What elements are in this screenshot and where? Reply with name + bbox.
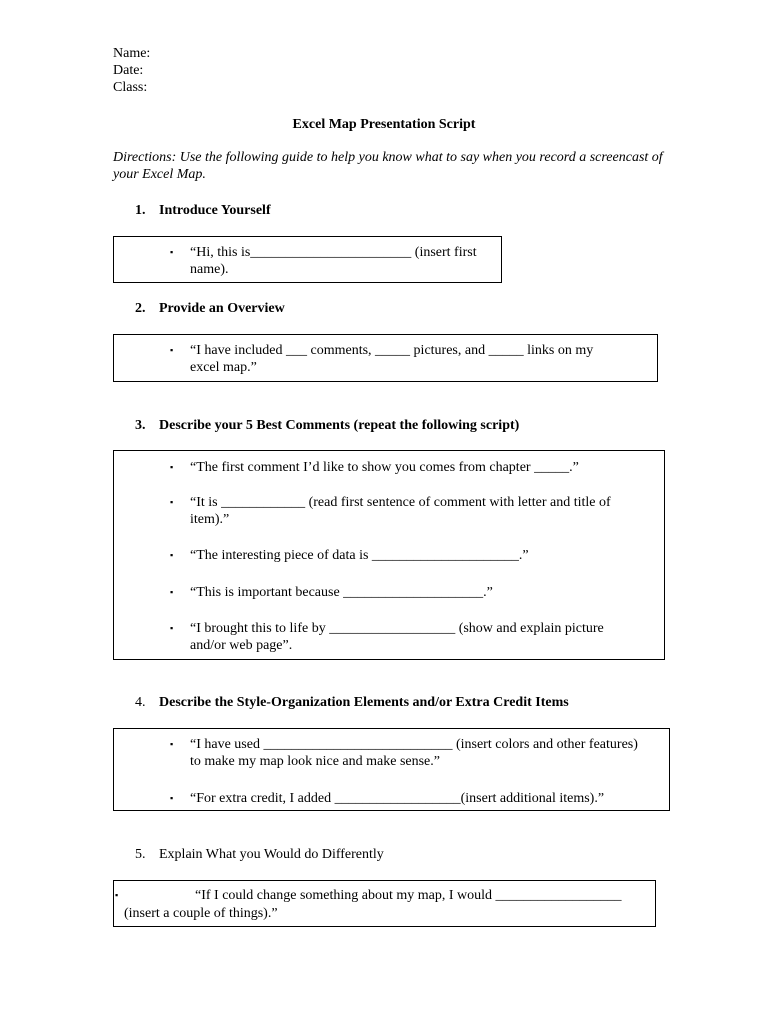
script-line-2: name). <box>190 262 229 277</box>
script-line-2: and/or web page”. <box>190 638 293 653</box>
section-2-script-box <box>113 334 658 382</box>
script-line: “For extra credit, I added __________________(insert additional items).” <box>190 791 605 806</box>
script-line: “The first comment I’d like to show you comes from chapter _____.” <box>190 460 579 475</box>
script-line <box>190 342 650 376</box>
script-line-1: “I brought this to life by __________________ (show and explain picture <box>190 621 604 636</box>
script-line-2: excel map.” <box>190 360 257 375</box>
section-3-heading <box>135 417 519 434</box>
script-line <box>190 494 660 528</box>
section-number: 5. <box>135 847 146 862</box>
bullet-icon: ▪ <box>170 739 174 749</box>
section-number: 2. <box>135 301 146 316</box>
section-title: Introduce Yourself <box>159 203 271 218</box>
section-4-heading <box>135 694 569 711</box>
bullet-icon: ▪ <box>170 623 174 633</box>
section-1-script-box <box>113 236 502 283</box>
page-title: Excel Map Presentation Script <box>292 117 476 132</box>
section-title: Describe your 5 Best Comments (repeat the following script) <box>159 418 520 433</box>
script-line: “The interesting piece of data is _____________________.” <box>190 548 529 563</box>
script-line-1: “Hi, this is_______________________ (insert first <box>190 245 477 260</box>
class-label: Class: <box>113 80 148 95</box>
script-line-2: item).” <box>190 512 230 527</box>
script-line-2: (insert a couple of things).” <box>124 906 278 921</box>
section-title: Provide an Overview <box>159 301 285 316</box>
script-line: “This is important because ____________________.” <box>190 585 493 600</box>
section-3-script-box <box>113 450 665 660</box>
script-line-2: to make my map look nice and make sense.” <box>190 754 440 769</box>
section-number: 4. <box>135 695 146 710</box>
student-info-header <box>113 45 150 96</box>
bullet-icon: ▪ <box>115 890 119 900</box>
script-line-1: “I have included ___ comments, _____ pictures, and _____ links on my <box>190 343 594 358</box>
script-line <box>190 620 660 654</box>
script-line <box>190 736 665 770</box>
section-2-heading <box>135 300 285 317</box>
bullet-icon: ▪ <box>170 462 174 472</box>
bullet-icon: ▪ <box>170 793 174 803</box>
directions-text: Directions: Use the following guide to help you know what to say when you record a screencast of your Excel Map. <box>113 150 663 182</box>
bullet-icon: ▪ <box>170 497 174 507</box>
section-4-script-box <box>113 728 670 811</box>
section-5-heading <box>135 846 384 863</box>
section-title: Describe the Style-Organization Elements and/or Extra Credit Items <box>159 695 569 710</box>
name-label: Name: <box>113 46 151 61</box>
section-number: 3. <box>135 418 146 433</box>
bullet-icon: ▪ <box>170 247 174 257</box>
bullet-icon: ▪ <box>170 587 174 597</box>
section-1-heading <box>135 202 271 219</box>
bullet-icon: ▪ <box>170 550 174 560</box>
section-title: Explain What you Would do Differently <box>159 847 384 862</box>
script-line-1: “If I could change something about my map, I would __________________ <box>195 888 622 903</box>
date-label: Date: <box>113 63 144 78</box>
bullet-icon: ▪ <box>170 345 174 355</box>
script-line-1: “It is ____________ (read first sentence of comment with letter and title of <box>190 495 611 510</box>
section-number: 1. <box>135 203 146 218</box>
section-5-script-box <box>113 880 656 927</box>
script-line <box>190 244 490 278</box>
script-line-1: “I have used ___________________________ (insert colors and other features) <box>190 737 638 752</box>
